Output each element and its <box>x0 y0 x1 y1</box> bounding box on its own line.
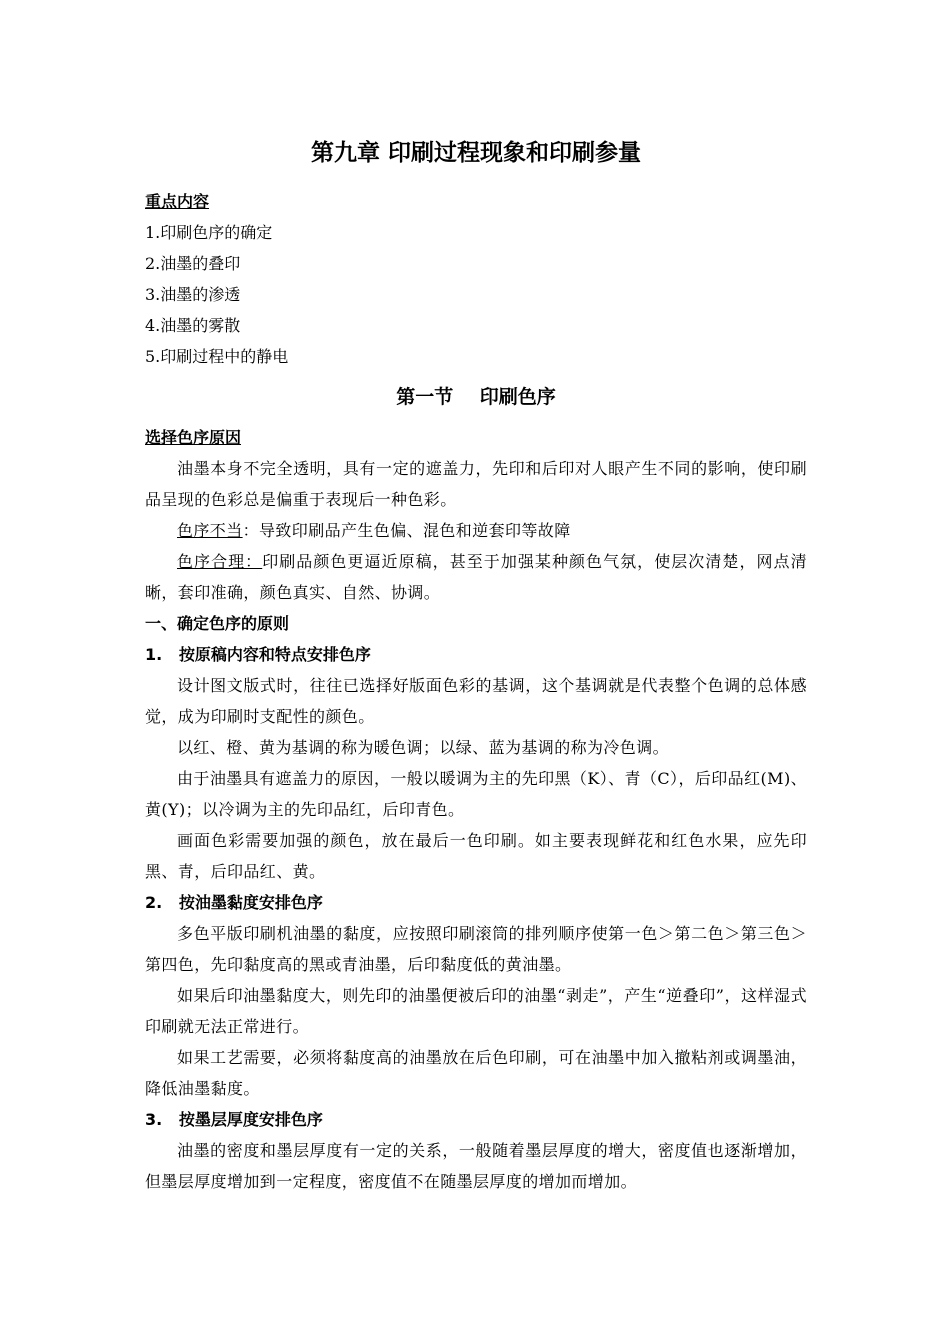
paragraph: 油墨本身不完全透明，具有一定的遮盖力，先印和后印对人眼产生不同的影响，使印刷品呈现的色彩总是偏重于表现后一种色彩。 <box>145 459 807 509</box>
paragraph: 设计图文版式时，往往已选择好版面色彩的基调，这个基调就是代表整个色调的总体感觉，成为印刷时支配性的颜色。 <box>145 676 807 726</box>
key-point-item: 1.印刷色序的确定 <box>145 223 273 242</box>
rule-heading: 3. 按墨层厚度安排色序 <box>145 1110 323 1129</box>
key-point-item: 2.油墨的叠印 <box>145 254 241 273</box>
paragraph: 多色平版印刷机油墨的黏度，应按照印刷滚筒的排列顺序使第一色＞第二色＞第三色＞第四色，先印黏度高的黑或青油墨，后印黏度低的黄油墨。 <box>145 924 807 974</box>
paragraph <box>145 515 807 546</box>
key-points-block <box>145 186 807 372</box>
chapter-title: 第九章 印刷过程现象和印刷参量 <box>310 140 641 166</box>
term-text: 印刷品颜色更逼近原稿，甚至于加强某种颜色气氛，使层次清楚，网点清晰，套印准确，颜色真实、自然、协调。 <box>145 552 807 602</box>
key-point-item: 3.油墨的渗透 <box>145 285 241 304</box>
paragraph: 画面色彩需要加强的颜色，放在最后一色印刷。如主要表现鲜花和红色水果，应先印黑、青，后印品红、黄。 <box>145 831 807 881</box>
key-points-heading: 重点内容 <box>145 192 210 211</box>
paragraph: 如果后印油墨黏度大，则先印的油墨便被后印的油墨“剥走”，产生“逆叠印”，这样湿式印刷就无法正常进行。 <box>145 986 807 1036</box>
term-label: 色序合理： <box>177 552 263 571</box>
key-point-item: 4.油墨的雾散 <box>145 316 241 335</box>
paragraph: 由于油墨具有遮盖力的原因，一般以暖调为主的先印黑（K）、青（C），后印品红(M)、黄(Y)；以冷调为主的先印品红，后印青色。 <box>145 769 807 819</box>
document-body <box>145 138 807 1197</box>
paragraph: 油墨的密度和墨层厚度有一定的关系，一般随着墨层厚度的增大，密度值也逐渐增加，但墨层厚度增加到一定程度，密度值不在随墨层厚度的增加而增加。 <box>145 1141 807 1191</box>
section-title: 第一节 印刷色序 <box>396 386 556 408</box>
principles-heading: 一、确定色序的原则 <box>145 614 290 633</box>
rule-heading: 1. 按原稿内容和特点安排色序 <box>145 645 371 664</box>
reason-heading: 选择色序原因 <box>145 428 242 447</box>
rule-heading: 2. 按油墨黏度安排色序 <box>145 893 323 912</box>
paragraph: 以红、橙、黄为基调的称为暖色调；以绿、蓝为基调的称为冷色调。 <box>177 738 670 757</box>
key-point-item: 5.印刷过程中的静电 <box>145 347 289 366</box>
term-text: ：导致印刷品产生色偏、混色和逆套印等故障 <box>242 521 571 540</box>
paragraph <box>145 546 807 608</box>
term-label: 色序不当 <box>177 521 243 540</box>
paragraph: 如果工艺需要，必须将黏度高的油墨放在后色印刷，可在油墨中加入撤粘剂或调墨油，降低油墨黏度。 <box>145 1048 807 1098</box>
